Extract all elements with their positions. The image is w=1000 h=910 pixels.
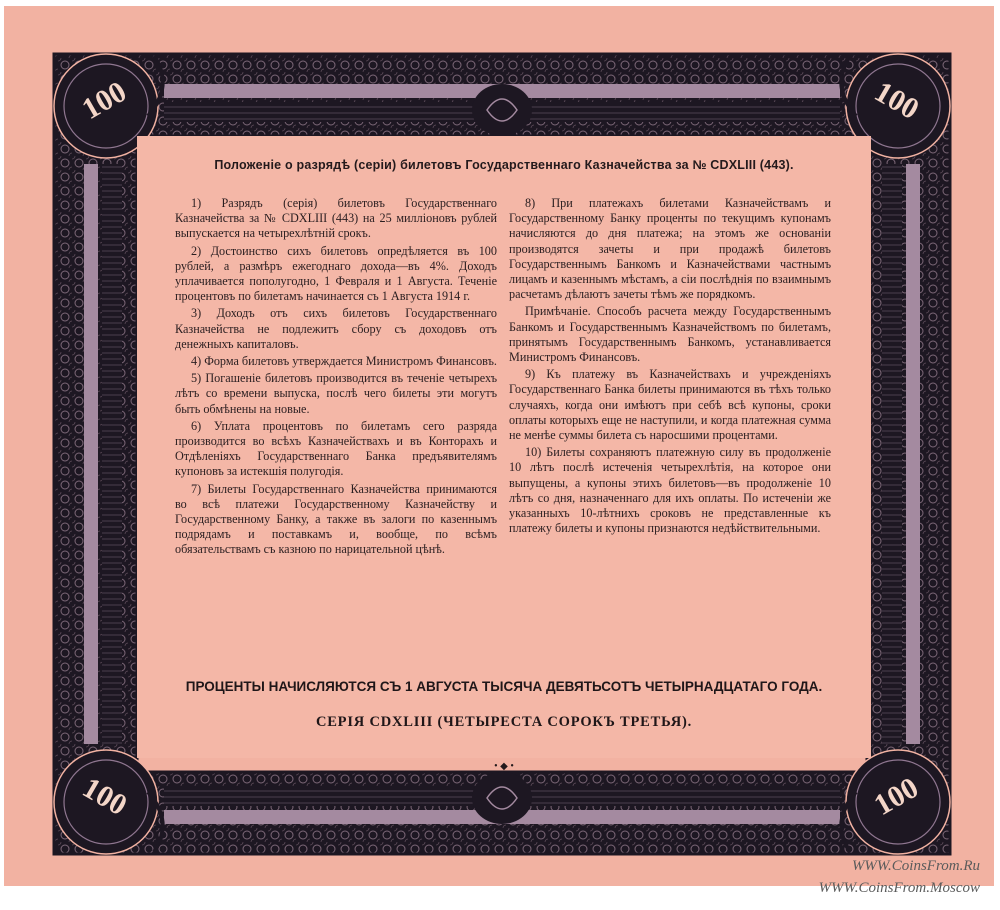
corner-value-top-left: 100 [76, 75, 132, 127]
paragraph: 5) Погашеніе билетовъ производится въ теченіе четырехъ лѣтъ со времени выпуска, послѣ чего билеты эти могутъ быть обмѣнены на новые. [175, 371, 497, 416]
paragraph: 3) Доходъ отъ сихъ билетовъ Государственнаго Казначейства не подлежитъ сбору съ доходовъ отъ денежныхъ капиталовъ. [175, 306, 497, 351]
paragraph: 8) При платежахъ билетами Казначействамъ и Государственному Банку проценты по текущимъ купонамъ начисляются до дня платежа; на этомъ же основаніи производятся зачеты и при продажѣ билетовъ Государственнымъ Банкомъ и Казначействами частнымъ лицамъ и казеннымъ мѣстамъ, а сіи послѣднія по взаимнымъ расчетамъ дѣлаютъ зачеты тѣмъ же порядкомъ. [509, 196, 831, 302]
right-column [509, 196, 831, 538]
banknote-back [4, 6, 994, 886]
corner-value-top-right: 100 [869, 75, 925, 127]
document-title: Положеніе о разрядѣ (серіи) билетовъ Государственнаго Казначейства за № CDXLIII (443). [214, 158, 794, 172]
paragraph: 9) Къ платежу въ Казначействахъ и учрежденіяхъ Государственнаго Банка билеты принимаются въ тѣхъ только случаяхъ, когда они имѣютъ при себѣ всѣ купоны, сроки оплаты которыхъ еще не наступили, и когда платежная сумма не менѣе суммы билета съ наросшими процентами. [509, 367, 831, 443]
paragraph: 7) Билеты Государственнаго Казначейства принимаются во всѣ платежи Государственному Казначейству и Государственному Банку, а также въ залоги по казеннымъ подрядамъ и поставкамъ и, вообще, по всѣмъ обязательствамъ съ казною по нарицательной цѣнѣ. [175, 481, 497, 557]
paragraph: 1) Разрядъ (серія) билетовъ Государственнаго Казначейства за № CDXLIII (443) на 25 милліоновъ рублей выпускается на четырехлѣтній срокъ. [175, 196, 497, 241]
paragraph: 10) Билеты сохраняютъ платежную силу въ продолженіе 10 лѣтъ послѣ истеченія четырехлѣтія, на которое они выпущены, а купоны этихъ билетовъ—въ продолженіе 10 лѣтъ со дня, назначеннаго для ихъ оплаты. По истеченіи же указанныхъ 10-лѣтнихъ сроковъ не представленные къ платежу билеты и купоны признаются недѣйствительными. [509, 445, 831, 536]
paragraph: 6) Уплата процентовъ по билетамъ сего разряда производится во всѣхъ Казначействахъ и въ Конторахъ и Отдѣленіяхъ Государственнаго Банка предъявителямъ купоновъ за истекшія полугодія. [175, 418, 497, 479]
corner-value-bottom-right: 100 [868, 771, 924, 823]
series-statement: СЕРІЯ CDXLIII (ЧЕТЫРЕСТА СОРОКЪ ТРЕТЬЯ). [315, 714, 693, 730]
watermark-line-1: WWW.CoinsFrom.Ru [851, 858, 980, 874]
watermark-line-2: WWW.CoinsFrom.Moscow [818, 880, 980, 896]
note-paragraph: Примѣчаніе. Способъ расчета между Государственнымъ Банкомъ и Государственнымъ Казначействомъ по билетамъ, принятымъ Государственнымъ Банкомъ, устанавливается Министромъ Финансовъ. [509, 304, 831, 365]
text-panel [137, 136, 871, 772]
paragraph: 4) Форма билетовъ утверждается Министромъ Финансовъ. [191, 354, 497, 369]
interest-statement: ПРОЦЕНТЫ НАЧИСЛЯЮТСЯ СЪ 1 АВГУСТА ТЫСЯЧА ДЕВЯТЬСОТЪ ЧЕТЫРНАДЦАТАГО ГОДА. [185, 679, 823, 694]
ornament-dots: • ◆ • [494, 761, 514, 772]
left-column [175, 196, 497, 560]
corner-value-bottom-left: 100 [77, 771, 133, 823]
paragraph: 2) Достоинство сихъ билетовъ опредѣляется въ 100 рублей, а размѣръ ежегоднаго дохода—въ 4%. Доходъ уплачивается пополугодно, 1 Февраля и 1 Августа. Теченіе процентовъ по билетамъ начинается съ 1 Августа 1914 г. [175, 243, 497, 304]
